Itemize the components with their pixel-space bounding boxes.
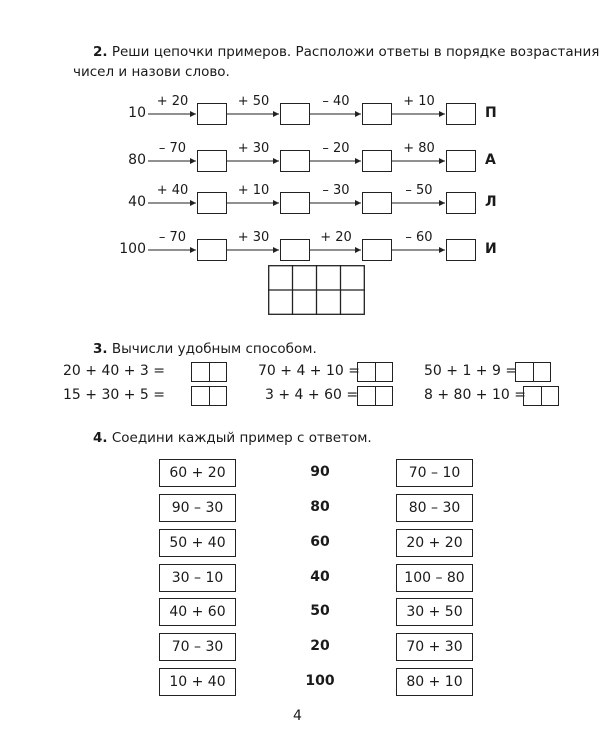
match-left-expression[interactable]: 50 + 40 — [159, 529, 236, 557]
task3-expr-4: 15 + 30 + 5 = — [63, 387, 165, 403]
match-right-expression[interactable]: 80 + 10 — [396, 668, 473, 696]
match-answer[interactable]: 60 — [310, 534, 330, 550]
match-left-expression[interactable]: 10 + 40 — [159, 668, 236, 696]
chain-operation: + 20 — [156, 94, 189, 109]
match-right-expression[interactable]: 20 + 20 — [396, 529, 473, 557]
chain-letter: Л — [485, 194, 497, 210]
chain-operation: – 70 — [158, 141, 187, 156]
match-answer[interactable]: 50 — [310, 603, 330, 619]
chain-operation: – 50 — [405, 183, 433, 198]
match-left-expression[interactable]: 40 + 60 — [159, 598, 236, 626]
chain-letter: П — [485, 105, 497, 121]
chain-operation: + 80 — [403, 141, 435, 156]
chain-operation: – 60 — [405, 230, 433, 245]
chain-operation: – 20 — [322, 141, 350, 156]
task2-number: 2. — [93, 44, 108, 60]
task3-expr-3: 50 + 1 + 9 = — [424, 363, 518, 379]
chain-letter: И — [485, 241, 497, 257]
task4-title: Соедини каждый пример с ответом. — [111, 430, 372, 446]
task3-expr-5: 3 + 4 + 60 = — [265, 387, 359, 403]
match-answer[interactable]: 20 — [310, 638, 330, 654]
task3-number: 3. — [93, 341, 108, 357]
match-answer[interactable]: 80 — [310, 499, 330, 515]
chain-operation: – 70 — [158, 230, 187, 245]
chain-operation: + 10 — [237, 183, 270, 198]
task4-number: 4. — [93, 430, 108, 446]
task3-expr-6: 8 + 80 + 10 = — [424, 387, 526, 403]
match-right-expression[interactable]: 70 + 30 — [396, 633, 473, 661]
match-answer[interactable]: 100 — [305, 673, 335, 689]
match-left-expression[interactable]: 90 – 30 — [159, 494, 236, 522]
match-answer[interactable]: 40 — [310, 569, 330, 585]
chain-operation: – 40 — [322, 94, 350, 109]
task2-line2: чисел и назови слово. — [73, 64, 230, 80]
task3-expr-1: 20 + 40 + 3 = — [63, 363, 165, 379]
task3-expr-2: 70 + 4 + 10 = — [258, 363, 360, 379]
match-right-expression[interactable]: 80 – 30 — [396, 494, 473, 522]
match-right-expression[interactable]: 70 – 10 — [396, 459, 473, 487]
match-answer[interactable]: 90 — [310, 464, 330, 480]
match-right-expression[interactable]: 100 – 80 — [396, 564, 473, 592]
match-left-expression[interactable]: 60 + 20 — [159, 459, 236, 487]
match-left-expression[interactable]: 70 – 30 — [159, 633, 236, 661]
chain-operation: + 30 — [237, 230, 270, 245]
task2-instruction: Реши цепочки примеров. Расположи ответы в порядке возрастания — [111, 44, 600, 60]
chain-operation: + 40 — [156, 183, 189, 198]
chain-start-value: 10 — [128, 105, 146, 121]
chain-start-value: 80 — [128, 152, 146, 168]
match-right-expression[interactable]: 30 + 50 — [396, 598, 473, 626]
chain-operation: + 50 — [237, 94, 270, 109]
chain-start-value: 100 — [119, 241, 146, 257]
chain-operation: + 30 — [237, 141, 270, 156]
match-left-expression[interactable]: 30 – 10 — [159, 564, 236, 592]
chain-operation: + 10 — [403, 94, 435, 109]
page-number: 4 — [293, 708, 302, 724]
chain-start-value: 40 — [128, 194, 146, 210]
task3-title: Вычисли удобным способом. — [111, 341, 317, 357]
chain-operation: – 30 — [322, 183, 350, 198]
chain-operation: + 20 — [320, 230, 352, 245]
chain-letter: А — [485, 152, 496, 168]
